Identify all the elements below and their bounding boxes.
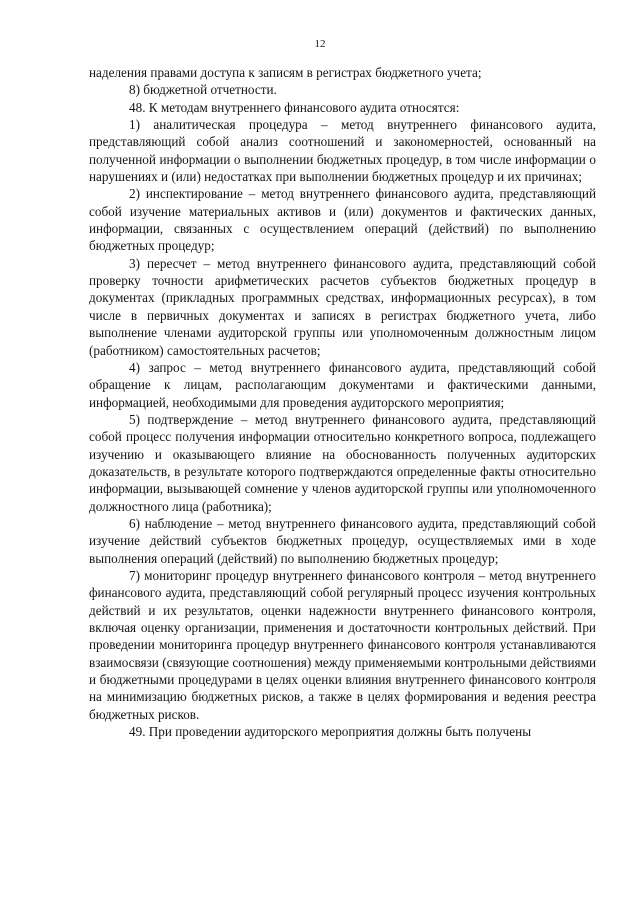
paragraph-item-3: 3) пересчет – метод внутреннего финансового аудита, представляющий собой проверку точности арифметических расчетов субъектов бюджетных процедур в документах (прикладных программных средствах, информационных ресурсах), в том числе в первичных документах и записях в регистрах бюджетного учета, либо выполнение членами аудиторской группы или уполномоченным должностным лицом (работником) самостоятельных расчетов; (89, 255, 596, 358)
paragraph-item-7: 7) мониторинг процедур внутреннего финансового контроля – метод внутреннего финансового аудита, представляющий собой регулярный процесс изучения контрольных действий и их результатов, оценки надежности внутреннего финансового контроля, включая оценку организации, применения и достаточности контрольных действий. При проведении мониторинга процедур внутреннего финансового контроля устанавливаются взаимосвязи (связующие соотношения) между применяемыми контрольными действиями и бюджетными процедурами в целях оценки влияния внутреннего финансового контроля на минимизацию бюджетных рисков, а также в целях формирования и ведения реестра бюджетных рисков. (89, 567, 596, 722)
paragraph-item-6: 6) наблюдение – метод внутреннего финансового аудита, представляющий собой изучение действий субъектов бюджетных процедур, осуществляемых ими в ходе выполнения операций (действий) по выполнению бюджетных процедур; (89, 515, 596, 566)
paragraph-item-8: 8) бюджетной отчетности. (129, 82, 277, 98)
paragraph-item-4: 4) запрос – метод внутреннего финансового аудита, представляющий собой обращение к лицам, располагающим документами и фактическими данными, информацией, необходимыми для проведения аудиторского мероприятия; (89, 359, 596, 410)
paragraph-item-5: 5) подтверждение – метод внутреннего финансового аудита, представляющий собой процесс получения информации относительно конкретного вопроса, подлежащего изучению и оказывающего влияние на обоснованность полученных аудиторских доказательств, в результате которого подтверждаются определенные факты относительно информации, вызывающей сомнение у членов аудиторской группы или уполномоченного должностного лица (работника); (89, 411, 596, 514)
paragraph-49: 49. При проведении аудиторского мероприятия должны быть получены (129, 724, 532, 740)
paragraph-continuation: наделения правами доступа к записям в регистрах бюджетного учета; (89, 65, 482, 80)
paragraph-item-1: 1) аналитическая процедура – метод внутреннего финансового аудита, представляющий собой анализ соотношений и закономерностей, основанный на полученной информации о выполнении бюджетных процедур, в том числе информации о нарушениях и (или) недостатках при выполнении бюджетных процедур и их причинах; (89, 117, 596, 185)
paragraph-48: 48. К методам внутреннего финансового аудита относятся: (129, 99, 460, 115)
paragraph-item-2: 2) инспектирование – метод внутреннего финансового аудита, представляющий собой изучение материальных активов и (или) документов и фактических данных, информации, связанных с осуществлением операций (действий) по выполнению бюджетных процедур; (89, 186, 596, 254)
document-body (89, 64, 596, 740)
page-number: 12 (314, 38, 326, 50)
